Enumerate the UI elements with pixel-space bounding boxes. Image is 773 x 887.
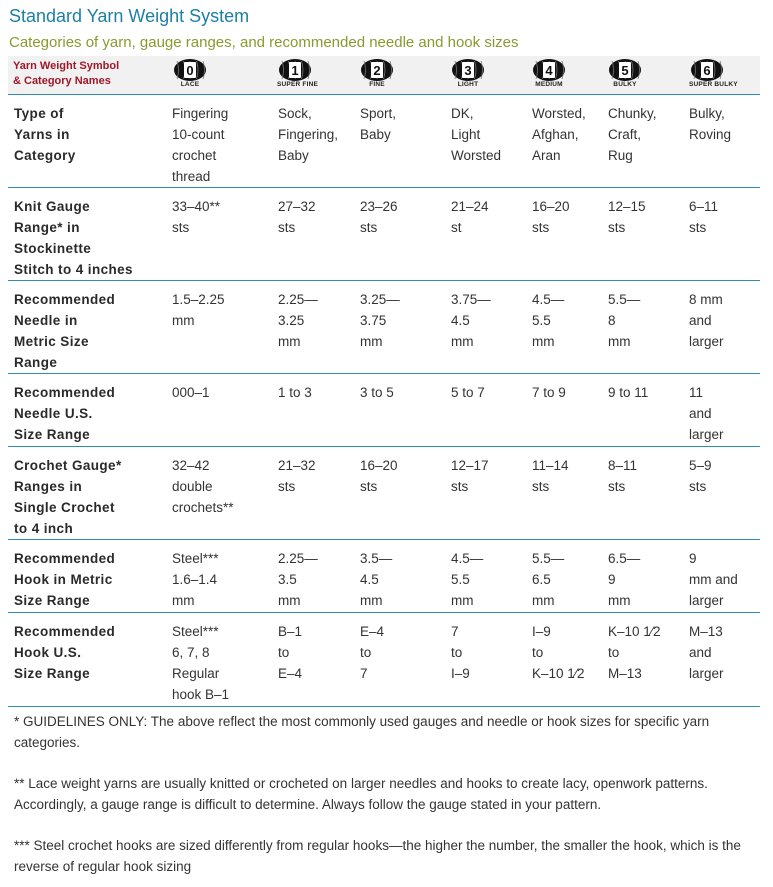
yarn-weight-number: 0: [186, 63, 194, 78]
row-label: Recommended Needle U.S. Size Range: [14, 385, 116, 442]
yarn-category-name: SUPER BULKY: [689, 81, 738, 88]
table-cell: 5.5— 8 mm: [608, 292, 641, 349]
table-cell: Bulky, Roving: [689, 106, 732, 142]
header-label-line2: & Category Names: [13, 75, 111, 87]
table-cell: 27–32 sts: [278, 199, 316, 235]
table-cell: Worsted, Afghan, Aran: [532, 106, 586, 163]
table-cell: 11–14 sts: [532, 458, 569, 494]
table-row: [8, 94, 760, 187]
table-cell: DK, Light Worsted: [451, 106, 502, 163]
row-label: Recommended Needle in Metric Size Range: [14, 292, 116, 370]
table-cell: 21–24 st: [451, 199, 489, 235]
yarn-weight-number: 2: [373, 63, 381, 78]
table-row: [8, 373, 760, 446]
row-label: Recommended Hook in Metric Size Range: [14, 551, 116, 608]
yarn-category-name: LIGHT: [457, 81, 479, 88]
table-cell: 6–11 sts: [689, 199, 719, 235]
table-cell: 21–32 sts: [278, 458, 316, 494]
table-cell: I–9 to K–10 1⁄2: [532, 624, 585, 681]
yarn-skein-icon: [690, 58, 724, 82]
table-cell: 8–11 sts: [608, 458, 638, 494]
table-cell: 16–20 sts: [532, 199, 570, 235]
table-cell: 5.5— 6.5 mm: [532, 551, 565, 608]
yarn-skein-icon: [360, 58, 394, 82]
table-cell: 7 to I–9: [451, 624, 470, 681]
yarn-skein-icon: [532, 58, 566, 82]
table-cell: 5–9 sts: [689, 458, 712, 494]
table-cell: Steel*** 6, 7, 8 Regular hook B–1: [172, 624, 230, 702]
yarn-weight-number: 3: [464, 63, 472, 78]
page-subtitle: Categories of yarn, gauge ranges, and recommended needle and hook sizes: [9, 34, 519, 51]
table-cell: 6.5— 9 mm: [608, 551, 641, 608]
yarn-skein-icon: [608, 58, 642, 82]
table-header: [8, 56, 760, 94]
yarn-symbol-3: [450, 58, 486, 88]
table-row: [8, 612, 760, 713]
table-cell: Chunky, Craft, Rug: [608, 106, 657, 163]
yarn-symbol-1: [277, 58, 319, 88]
table-cell: 4.5— 5.5 mm: [451, 551, 484, 608]
yarn-symbol-0: [172, 58, 208, 88]
yarn-skein-icon: [278, 58, 312, 82]
table-cell: 3.75— 4.5 mm: [451, 292, 491, 349]
header-label: [13, 59, 119, 89]
table-cell: 32–42 double crochets**: [172, 458, 234, 515]
table-cell: 9 to 11: [608, 385, 649, 400]
table-cell: Fingering 10-count crochet thread: [172, 106, 229, 184]
table-cell: 7 to 9: [532, 385, 566, 400]
yarn-weight-number: 4: [545, 63, 553, 78]
table-cell: 4.5— 5.5 mm: [532, 292, 565, 349]
footnote-guidelines: * GUIDELINES ONLY: The above reflect the most commonly used gauges and needle or hook sizes for specific yarn categories.: [14, 714, 710, 750]
table-row: [8, 446, 760, 539]
table-cell: 3.25— 3.75 mm: [360, 292, 400, 349]
yarn-category-name: MEDIUM: [535, 81, 563, 88]
footnote-lace: ** Lace weight yarns are usually knitted or crocheted on larger needles and hooks to create lacy, openwork patterns. Accordingly, a gauge range is difficult to determine. Always follow the gauge stated in your pattern.: [14, 776, 708, 812]
table-row: [8, 280, 760, 373]
row-label: Type of Yarns in Category: [14, 106, 76, 163]
table-row: [8, 187, 760, 280]
yarn-weight-number: 5: [621, 63, 629, 78]
yarn-category-name: SUPER FINE: [277, 81, 319, 88]
table-cell: Steel*** 1.6–1.4 mm: [172, 551, 219, 608]
row-label: Knit Gauge Range* in Stockinette Stitch to 4 inches: [14, 199, 133, 277]
table-cell: 1.5–2.25 mm: [172, 292, 225, 328]
table-cell: 16–20 sts: [360, 458, 398, 494]
table-cell: 33–40** sts: [172, 199, 221, 235]
yarn-symbol-2: [359, 58, 395, 88]
table-cell: B–1 to E–4: [278, 624, 303, 681]
table-cell: 23–26 sts: [360, 199, 398, 235]
table-cell: 000–1: [172, 385, 210, 400]
yarn-symbol-6: [689, 58, 738, 88]
yarn-skein-icon: [173, 58, 207, 82]
yarn-category-name: FINE: [369, 81, 385, 88]
yarn-table: [8, 94, 760, 713]
page-title: Standard Yarn Weight System: [9, 6, 250, 26]
table-cell: 5 to 7: [451, 385, 485, 400]
yarn-symbol-5: [607, 58, 643, 88]
table-cell: K–10 1⁄2 to M–13: [608, 624, 661, 681]
header-label-line1: Yarn Weight Symbol: [13, 60, 120, 72]
table-cell: 3.5— 4.5 mm: [360, 551, 393, 608]
table-cell: 1 to 3: [278, 385, 312, 400]
table-cell: 3 to 5: [360, 385, 394, 400]
table-cell: 11 and larger: [689, 385, 724, 442]
table-cell: 2.25— 3.25 mm: [278, 292, 318, 349]
yarn-weight-number: 1: [291, 63, 299, 78]
table-cell: 12–15 sts: [608, 199, 646, 235]
table-cell: Sport, Baby: [360, 106, 397, 142]
table-cell: E–4 to 7: [360, 624, 385, 681]
table-cell: Sock, Fingering, Baby: [278, 106, 339, 163]
table-cell: 2.25— 3.5 mm: [278, 551, 318, 608]
row-label: Crochet Gauge* Ranges in Single Crochet to 4 inch: [14, 458, 122, 536]
footnote-steel: *** Steel crochet hooks are sized differently from regular hooks—the higher the number, the smaller the hook, which is the reverse of regular hook sizing: [14, 838, 741, 874]
yarn-skein-icon: [451, 58, 485, 82]
table-cell: 9 mm and larger: [689, 551, 738, 608]
yarn-symbol-4: [531, 58, 567, 88]
table-cell: 8 mm and larger: [689, 292, 724, 349]
table-bottom-rule: [8, 706, 760, 707]
table-cell: 12–17 sts: [451, 458, 489, 494]
yarn-weight-number: 6: [703, 63, 711, 78]
table-cell: M–13 and larger: [689, 624, 724, 681]
yarn-category-name: LACE: [180, 81, 200, 88]
row-label: Recommended Hook U.S. Size Range: [14, 624, 116, 681]
table-row: [8, 539, 760, 612]
yarn-category-name: BULKY: [613, 81, 637, 88]
